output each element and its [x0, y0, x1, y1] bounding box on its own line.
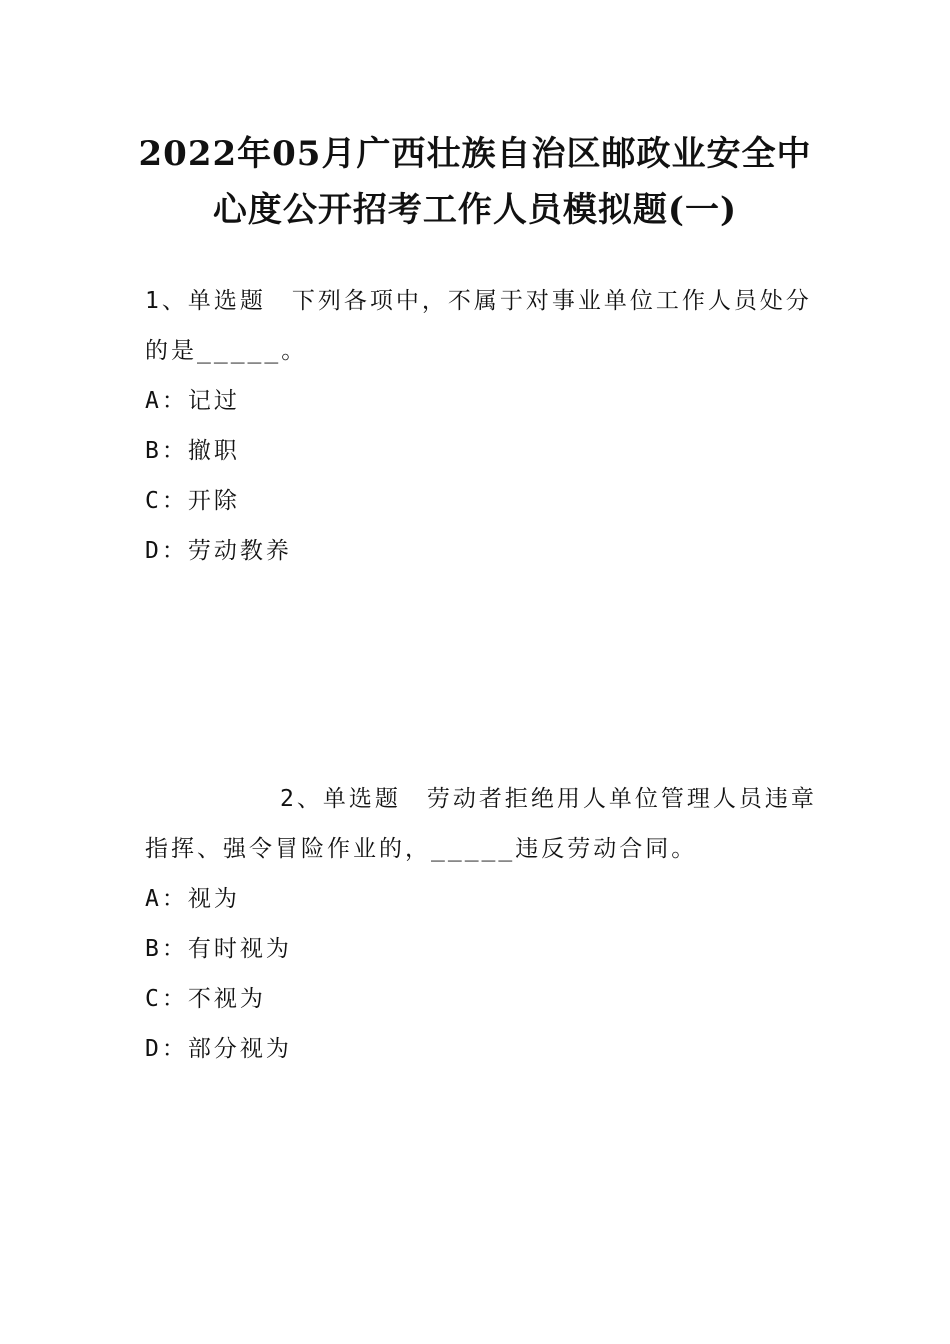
question-number: 1、 [145, 288, 188, 314]
question-1-stem-line2: 的是_____。 [145, 338, 308, 364]
question-stem-line1: 劳动者拒绝用人单位管理人员违章 [426, 786, 817, 812]
question-2-option-d: D：部分视为 [145, 1036, 292, 1062]
question-1-header [145, 286, 812, 316]
question-2-stem-line2: 指挥、强令冒险作业的，_____违反劳动合同。 [145, 836, 698, 862]
question-type: 单选题 [187, 288, 266, 314]
document-title-line1: 2022年05月广西壮族自治区邮政业安全中 [138, 134, 812, 174]
question-1-option-c: C：开除 [145, 488, 240, 514]
question-2-header [280, 784, 817, 814]
question-2-option-c: C：不视为 [145, 986, 266, 1012]
question-1-option-b: B：撤职 [145, 438, 240, 464]
question-1-option-a: A：记过 [145, 388, 240, 414]
question-number: 2、 [280, 786, 323, 812]
question-2-option-a: A：视为 [145, 886, 240, 912]
question-2-option-b: B：有时视为 [145, 936, 292, 962]
question-1-option-d: D：劳动教养 [145, 538, 292, 564]
question-type: 单选题 [322, 786, 401, 812]
document-title-line2: 心度公开招考工作人员模拟题(一) [212, 190, 738, 230]
question-stem-line1: 下列各项中，不属于对事业单位工作人员处分 [291, 288, 812, 314]
